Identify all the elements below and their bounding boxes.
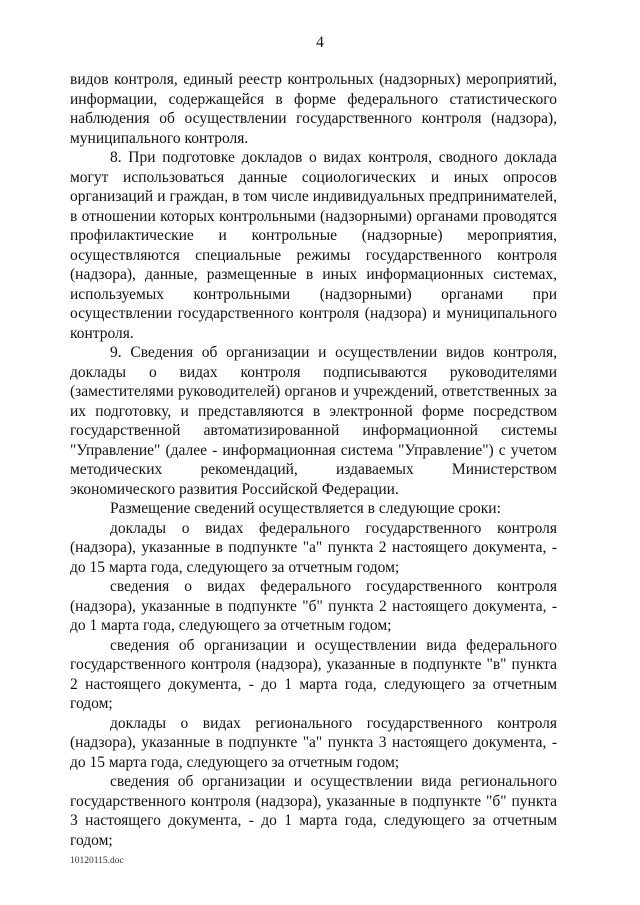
document-body — [70, 70, 557, 850]
paragraph: Размещение сведений осуществляется в следующие сроки: — [110, 500, 501, 517]
paragraph: сведения об организации и осуществлении вида федерального государственного контроля (надзора), указанные в подпункте "в" пункта 2 настоящего документа, - до 1 марта года, следующего за отчетным годом; — [70, 636, 557, 712]
footer-filename: 10120115.doc — [70, 856, 124, 866]
paragraph: видов контроля, единый реестр контрольных (надзорных) мероприятий, информации, содержащейся в форме федерального статистического наблюдения об осуществлении государственного контроля (надзора), муниципального контроля. — [70, 71, 557, 147]
paragraph: 9. Сведения об организации и осуществлении видов контроля, доклады о видах контроля подписываются руководителями (заместителями руководителей) органов и учреждений, ответственных за их подготовку, и представляются в электронной форме посредством государственной автоматизированной информационной системы "Управление" (далее - информационная система "Управление") с учетом методических рекомендаций, издаваемых Министерством экономического развития Российской Федерации. — [70, 344, 557, 498]
paragraph: сведения о видах федерального государственного контроля (надзора), указанные в подпункте "б" пункта 2 настоящего документа, - до 1 марта года, следующего за отчетным годом; — [70, 578, 557, 634]
paragraph: 8. При подготовке докладов о видах контроля, сводного доклада могут использоваться данные социологических и иных опросов организаций и граждан, в том числе индивидуальных предпринимателей, в отношении которых контрольными (надзорными) органами проводятся профилактические и контрольные (надзорные) мероприятия, осуществляются специальные режимы государственного контроля (надзора), данные, размещенные в иных информационных системах, используемых контрольными (надзорными) органами при осуществлении государственного контроля (надзора) и муниципального контроля. — [70, 149, 557, 342]
paragraph: доклады о видах федерального государственного контроля (надзора), указанные в подпункте "а" пункта 2 настоящего документа, - до 15 марта года, следующего за отчетным годом; — [70, 519, 557, 576]
paragraph: доклады о видах регионального государственного контроля (надзора), указанные в подпункте "а" пункта 3 настоящего документа, - до 15 марта года, следующего за отчетным годом; — [70, 714, 557, 771]
paragraph: сведения об организации и осуществлении вида регионального государственного контроля (надзора), указанные в подпункте "б" пункта 3 настоящего документа, - до 1 марта года, следующего за отчетным годом; — [70, 773, 557, 849]
page-number: 4 — [316, 34, 324, 51]
